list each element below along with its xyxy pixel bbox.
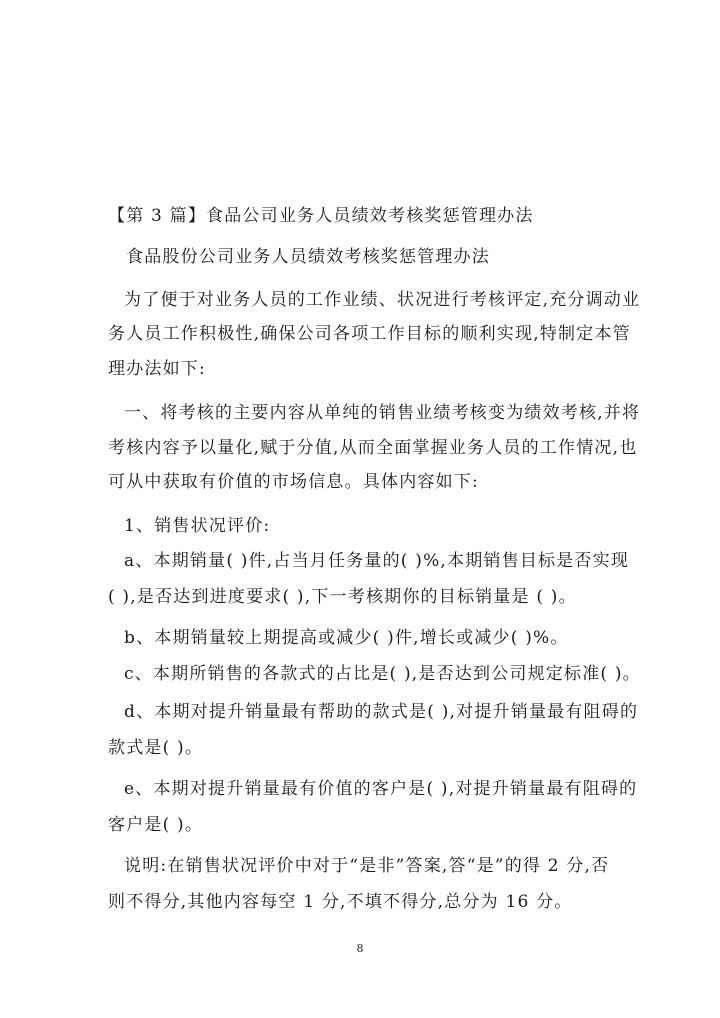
document-title: 【第 3 篇】食品公司业务人员绩效考核奖惩管理办法 xyxy=(108,206,534,226)
intro-line-3: 理办法如下: xyxy=(108,359,206,379)
item-d-line-1: d、本期对提升销量最有帮助的款式是( ),对提升销量最有阻碍的 xyxy=(124,702,639,722)
document-subtitle: 食品股份公司业务人员绩效考核奖惩管理办法 xyxy=(126,247,490,267)
item-a-line-1: a、本期销量( )件,占当月任务量的( )%,本期销售目标是否实现 xyxy=(124,551,630,571)
item-e-line-2: 客户是( )。 xyxy=(108,815,204,835)
section1-line-2: 考核内容予以量化,赋于分值,从而全面掌握业务人员的工作情况,也 xyxy=(108,438,638,458)
item-d-line-2: 款式是( )。 xyxy=(108,738,204,758)
note-line-2: 则不得分,其他内容每空 1 分,不填不得分,总分为 16 分。 xyxy=(108,892,573,912)
section1-line-1: 一、将考核的主要内容从单纯的销售业绩考核变为绩效考核,并将 xyxy=(124,403,641,423)
item-b: b、本期销量较上期提高或减少( )件,增长或减少( )%。 xyxy=(124,628,569,648)
intro-line-2: 务人员工作积极性,确保公司各项工作目标的顺利实现,特制定本管 xyxy=(108,324,631,344)
item-a-line-2: ( ),是否达到进度要求( ),下一考核期你的目标销量是 ( )。 xyxy=(108,587,577,607)
item1-heading: 1、销售状况评价: xyxy=(124,516,271,536)
page-number: 8 xyxy=(356,942,364,955)
section1-line-3: 可从中获取有价值的市场信息。具体内容如下: xyxy=(108,472,479,492)
note-line-1: 说明:在销售状况评价中对于“是非”答案,答“是”的得 2 分,否 xyxy=(124,856,610,876)
item-c: c、本期所销售的各款式的占比是( ),是否达到公司规定标准( )。 xyxy=(124,664,641,684)
intro-line-1: 为了便于对业务人员的工作业绩、状况进行考核评定,充分调动业 xyxy=(124,290,641,310)
item-e-line-1: e、本期对提升销量最有价值的客户是( ),对提升销量最有阻碍的 xyxy=(124,779,638,799)
